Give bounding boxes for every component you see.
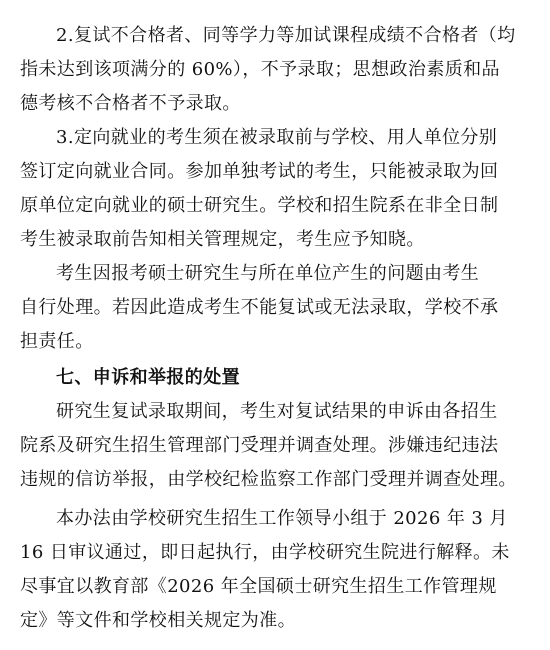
paragraph-4-line-1: 研究生复试录取期间，考生对复试结果的申诉由各招生 bbox=[56, 401, 498, 422]
paragraph-4-line-3: 违规的信访举报，由学校纪检监察工作部门受理并调查处理。 bbox=[20, 469, 517, 490]
paragraph-2-line-4: 考生被录取前告知相关管理规定，考生应予知晓。 bbox=[20, 229, 425, 250]
paragraph-1-line-1: 2.复试不合格者、同等学力等加试课程成绩不合格者（均 bbox=[56, 25, 516, 46]
paragraph-4-line-2: 院系及研究生招生管理部门受理并调查处理。涉嫌违纪违法 bbox=[20, 435, 499, 456]
paragraph-3-line-3: 担责任。 bbox=[20, 331, 94, 352]
paragraph-5-line-3: 尽事宜以教育部《2026 年全国硕士研究生招生工作管理规 bbox=[20, 576, 497, 597]
paragraph-2-line-2: 签订定向就业合同。参加单独考试的考生，只能被录取为回 bbox=[20, 161, 499, 182]
paragraph-1-line-3: 德考核不合格者不予录取。 bbox=[20, 93, 241, 114]
paragraph-3-line-1: 考生因报考硕士研究生与所在单位产生的问题由考生 bbox=[56, 263, 480, 284]
paragraph-5-line-1: 本办法由学校研究生招生工作领导小组于 2026 年 3 月 bbox=[56, 508, 508, 529]
paragraph-2-line-1: 3.定向就业的考生须在被录取前与学校、用人单位分别 bbox=[56, 127, 498, 148]
paragraph-1-line-2: 指未达到该项满分的 60%），不予录取；思想政治素质和品 bbox=[20, 59, 500, 80]
paragraph-5-line-4: 定》等文件和学校相关规定为准。 bbox=[20, 610, 296, 631]
paragraph-3-line-2: 自行处理。若因此造成考生不能复试或无法录取，学校不承 bbox=[20, 297, 499, 318]
paragraph-5-line-2: 16 日审议通过，即日起执行，由学校研究生院进行解释。未 bbox=[20, 542, 510, 563]
section-heading: 七、申诉和举报的处置 bbox=[56, 367, 240, 388]
paragraph-2-line-3: 原单位定向就业的硕士研究生。学校和招生院系在非全日制 bbox=[20, 195, 499, 216]
